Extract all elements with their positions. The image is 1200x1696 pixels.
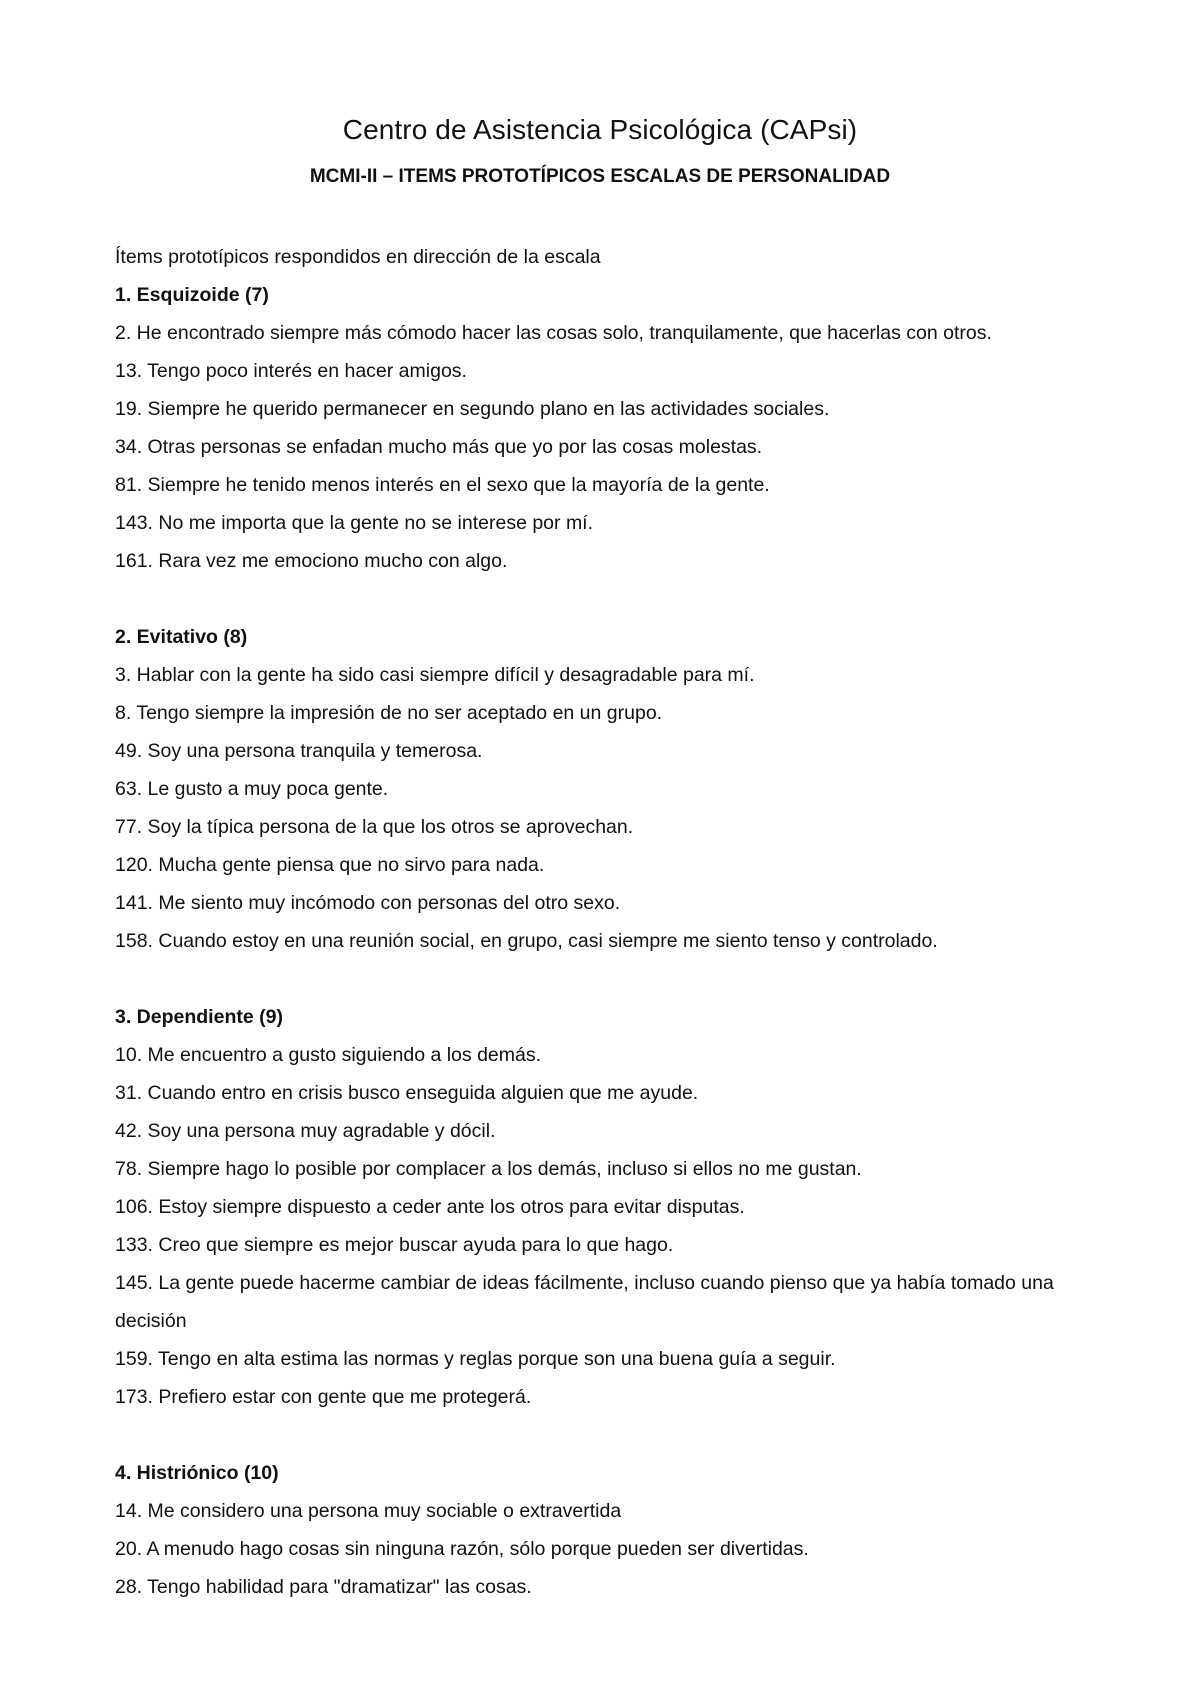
list-item: 42. Soy una persona muy agradable y dócil.	[115, 1120, 496, 1142]
list-item: 14. Me considero una persona muy sociable o extravertida	[115, 1500, 622, 1522]
list-item: 106. Estoy siempre dispuesto a ceder ante los otros para evitar disputas.	[115, 1196, 745, 1218]
list-item: 143. No me importa que la gente no se interese por mí.	[115, 512, 594, 534]
list-item: 77. Soy la típica persona de la que los otros se aprovechan.	[115, 816, 634, 838]
document-body	[115, 238, 1125, 1606]
list-item: 158. Cuando estoy en una reunión social, en grupo, casi siempre me siento tenso y controlado.	[115, 930, 938, 952]
list-item: 49. Soy una persona tranquila y temerosa.	[115, 740, 483, 762]
list-item: 34. Otras personas se enfadan mucho más que yo por las cosas molestas.	[115, 436, 763, 458]
document-subtitle: MCMI-II – ITEMS PROTOTÍPICOS ESCALAS DE PERSONALIDAD	[309, 166, 891, 187]
section-esquizoide	[115, 276, 1125, 580]
list-item: 2. He encontrado siempre más cómodo hacer las cosas solo, tranquilamente, que hacerlas con otros.	[115, 322, 992, 344]
list-item: 8. Tengo siempre la impresión de no ser aceptado en un grupo.	[115, 702, 663, 724]
list-item: 159. Tengo en alta estima las normas y reglas porque son una buena guía a seguir.	[115, 1348, 836, 1370]
section-heading: 4. Histriónico (10)	[115, 1462, 279, 1484]
section-heading: 3. Dependiente (9)	[115, 1006, 283, 1028]
section-evitativo	[115, 618, 1125, 960]
list-item: 145. La gente puede hacerme cambiar de ideas fácilmente, incluso cuando pienso que ya había tomado una decisión	[115, 1272, 1054, 1332]
list-item: 3. Hablar con la gente ha sido casi siempre difícil y desagradable para mí.	[115, 664, 755, 686]
list-item: 28. Tengo habilidad para "dramatizar" las cosas.	[115, 1576, 532, 1598]
section-dependiente	[115, 998, 1125, 1416]
section-histrionico	[115, 1454, 1125, 1606]
list-item: 81. Siempre he tenido menos interés en el sexo que la mayoría de la gente.	[115, 474, 770, 496]
list-item: 133. Creo que siempre es mejor buscar ayuda para lo que hago.	[115, 1234, 674, 1256]
list-item: 13. Tengo poco interés en hacer amigos.	[115, 360, 467, 382]
list-item: 20. A menudo hago cosas sin ninguna razón, sólo porque pueden ser divertidas.	[115, 1538, 809, 1560]
list-item: 63. Le gusto a muy poca gente.	[115, 778, 389, 800]
list-item: 19. Siempre he querido permanecer en segundo plano en las actividades sociales.	[115, 398, 830, 420]
list-item: 10. Me encuentro a gusto siguiendo a los demás.	[115, 1044, 542, 1066]
list-item: 120. Mucha gente piensa que no sirvo para nada.	[115, 854, 545, 876]
section-heading: 2. Evitativo (8)	[115, 626, 248, 648]
list-item: 78. Siempre hago lo posible por complacer a los demás, incluso si ellos no me gustan.	[115, 1158, 862, 1180]
list-item: 141. Me siento muy incómodo con personas del otro sexo.	[115, 892, 621, 914]
list-item: 173. Prefiero estar con gente que me protegerá.	[115, 1386, 532, 1408]
document-title: Centro de Asistencia Psicológica (CAPsi)	[342, 114, 858, 145]
list-item: 161. Rara vez me emociono mucho con algo.	[115, 550, 508, 572]
section-heading: 1. Esquizoide (7)	[115, 284, 269, 306]
intro-text: Ítems prototípicos respondidos en dirección de la escala	[115, 246, 601, 268]
list-item: 31. Cuando entro en crisis busco enseguida alguien que me ayude.	[115, 1082, 699, 1104]
